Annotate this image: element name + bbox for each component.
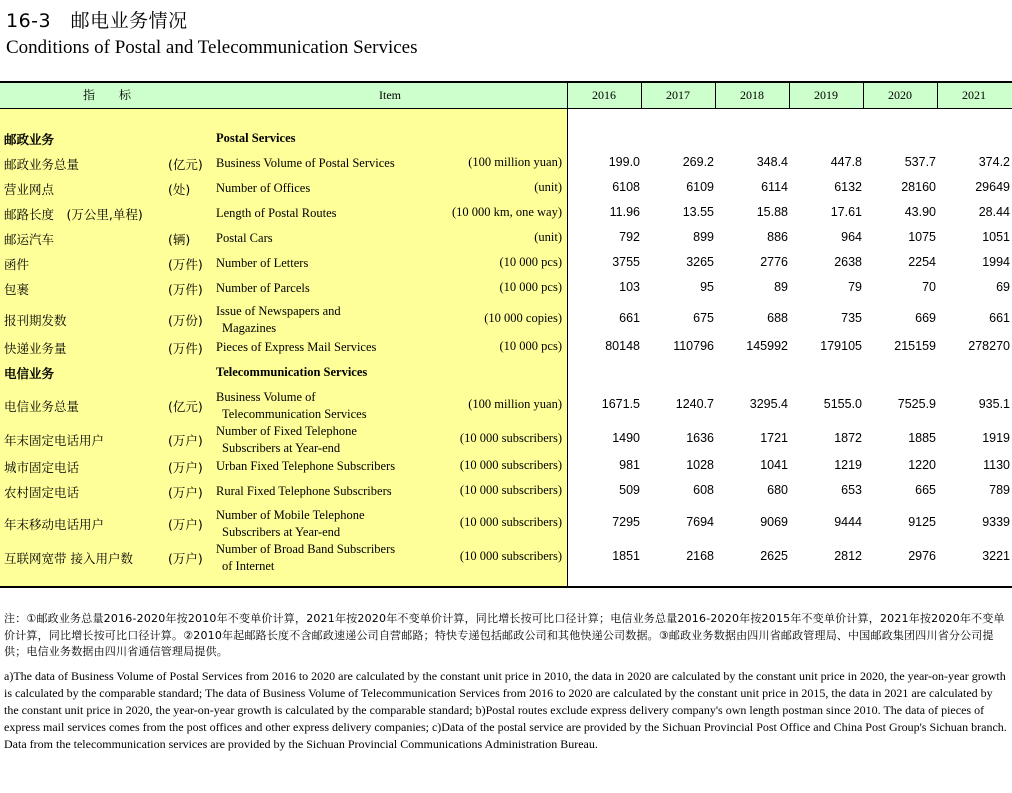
table-row bbox=[0, 482, 1012, 502]
item-en-line: Business Volume of Postal Services bbox=[216, 156, 395, 170]
table-cell: 1885 bbox=[908, 431, 936, 445]
item-en bbox=[216, 364, 367, 381]
table-cell: 537.7 bbox=[904, 155, 936, 169]
note-en: a)The data of Business Volume of Postal Services from 2016 to 2020 are calculated by the constant unit price in 2010, the data in 2020 are calculated by the constant unit price in 2020, the year-on-year growth is calculated by the comparable standard; The data of Business Volume of Telecommunication Services from 2016 to 2020 are calculated by the constant unit price in 2015, the data in 2021 are calculated by the constant unit price in 2020, the year-on-year growth is calculated by the comparable standard; b)Postal routes exclude express delivery company's own length postman since 2010. The data of pieces of express mail services comes from the post offices and other express delivery companies; c)Data of the postal service are provided by the Sichuan Provincial Post Office and China Post Group's Sichuan branch. Data from the telecommunication services are provided by the Sichuan Provincial Communications Administration Bureau. bbox=[4, 669, 1007, 751]
unit-en: (10 000 subscribers) bbox=[459, 483, 562, 497]
item-en bbox=[216, 423, 357, 457]
table-row bbox=[0, 129, 1012, 149]
table-cell: 2776 bbox=[760, 255, 788, 269]
item-en-line: Number of Letters bbox=[216, 256, 309, 270]
unit-en: (10 000 km, one way) bbox=[451, 205, 562, 219]
unit-en: (10 000 subscribers) bbox=[459, 515, 562, 529]
indicator-cn: 包裹 bbox=[4, 282, 30, 297]
indicator-cn: 年末移动电话用户 bbox=[4, 517, 105, 532]
item-en-line: Postal Cars bbox=[216, 231, 273, 245]
table-cell: 2976 bbox=[908, 549, 936, 563]
table-cell: 1041 bbox=[760, 458, 788, 472]
table-cell: 1130 bbox=[983, 458, 1010, 472]
unit-en: (10 000 subscribers) bbox=[459, 458, 562, 472]
unit-cn: (辆) bbox=[168, 232, 191, 247]
table-cell: 661 bbox=[619, 311, 640, 325]
table-row bbox=[0, 457, 1012, 477]
item-en bbox=[216, 155, 395, 172]
unit-cn: (亿元) bbox=[168, 157, 203, 172]
header-year: 2017 bbox=[666, 88, 690, 102]
item-en bbox=[216, 255, 308, 272]
table-cell: 792 bbox=[619, 230, 640, 244]
item-en bbox=[216, 483, 392, 500]
indicator-cn: 函件 bbox=[4, 257, 30, 272]
item-en-line: Telecommunication Services bbox=[222, 407, 367, 421]
table-cell: 145992 bbox=[746, 339, 788, 353]
table-cell: 3221 bbox=[982, 549, 1010, 563]
table-cell: 669 bbox=[915, 311, 936, 325]
table-cell: 665 bbox=[915, 483, 936, 497]
table-cell: 1851 bbox=[612, 549, 640, 563]
unit-cn: (万件) bbox=[168, 257, 203, 272]
table-row bbox=[0, 204, 1012, 224]
table-cell: 688 bbox=[767, 311, 788, 325]
item-en-line: Rural Fixed Telephone Subscribers bbox=[216, 484, 392, 498]
unit-en: (100 million yuan) bbox=[468, 155, 562, 169]
unit-cn: (万件) bbox=[168, 282, 203, 297]
table-row bbox=[0, 179, 1012, 199]
table-cell: 6132 bbox=[834, 180, 862, 194]
table-cell: 1075 bbox=[908, 230, 936, 244]
item-en bbox=[216, 303, 341, 337]
indicator-cn: 互联网宽带 接入用户数 bbox=[4, 551, 133, 566]
item-en-line: Pieces of Express Mail Services bbox=[216, 340, 377, 354]
table-cell: 1240.7 bbox=[675, 397, 714, 411]
unit-cn: (万户) bbox=[168, 433, 203, 448]
table-cell: 886 bbox=[767, 230, 788, 244]
unit-cn: (万户) bbox=[168, 551, 203, 566]
table-cell: 6108 bbox=[612, 180, 640, 194]
table-cell: 735 bbox=[841, 311, 862, 325]
header-indicator: 指 标 bbox=[82, 88, 137, 102]
table-cell: 1490 bbox=[612, 431, 640, 445]
table-row bbox=[0, 389, 1012, 423]
unit-cn: (万户) bbox=[168, 460, 203, 475]
table-cell: 7525.9 bbox=[897, 397, 936, 411]
table-cell: 103 bbox=[619, 280, 640, 294]
table-cell: 80148 bbox=[605, 339, 640, 353]
table-cell: 9339 bbox=[982, 515, 1010, 529]
table-cell: 661 bbox=[989, 311, 1010, 325]
table-cell: 608 bbox=[693, 483, 714, 497]
table-row bbox=[0, 363, 1012, 383]
table-cell: 15.88 bbox=[756, 205, 788, 219]
unit-en: (10 000 pcs) bbox=[499, 339, 562, 353]
indicator-cn: 邮路长度 (万公里,单程) bbox=[4, 207, 143, 222]
table-cell: 447.8 bbox=[830, 155, 862, 169]
table-cell: 899 bbox=[693, 230, 714, 244]
indicator-cn: 农村固定电话 bbox=[4, 485, 80, 500]
indicator-cn: 城市固定电话 bbox=[4, 460, 80, 475]
unit-cn: (亿元) bbox=[168, 399, 203, 414]
item-en bbox=[216, 205, 336, 222]
item-en bbox=[216, 541, 395, 575]
table-cell: 1220 bbox=[908, 458, 936, 472]
unit-en: (10 000 pcs) bbox=[499, 255, 562, 269]
unit-en: (10 000 subscribers) bbox=[459, 431, 562, 445]
table-cell: 7694 bbox=[686, 515, 714, 529]
table-cell: 269.2 bbox=[682, 155, 714, 169]
table-cell: 981 bbox=[619, 458, 640, 472]
table-cell: 9069 bbox=[760, 515, 788, 529]
table-cell: 2638 bbox=[834, 255, 862, 269]
header-year: 2021 bbox=[962, 88, 986, 102]
table-cell: 675 bbox=[693, 311, 714, 325]
table-cell: 653 bbox=[841, 483, 862, 497]
table-row bbox=[0, 507, 1012, 541]
table-cell: 509 bbox=[619, 483, 640, 497]
table-cell: 680 bbox=[767, 483, 788, 497]
unit-cn: (万件) bbox=[168, 341, 203, 356]
item-en-line: Business Volume of bbox=[216, 390, 316, 404]
table-cell: 11.96 bbox=[609, 205, 640, 219]
table-cell: 964 bbox=[841, 230, 862, 244]
table-cell: 17.61 bbox=[830, 205, 862, 219]
table-cell: 215159 bbox=[894, 339, 936, 353]
table-cell: 1994 bbox=[982, 255, 1010, 269]
item-en-line: Telecommunication Services bbox=[216, 365, 368, 379]
table-cell: 95 bbox=[700, 280, 714, 294]
table-row bbox=[0, 254, 1012, 274]
table-cell: 43.90 bbox=[904, 205, 936, 219]
item-en-line: Number of Offices bbox=[216, 181, 311, 195]
item-en bbox=[216, 230, 273, 247]
item-en bbox=[216, 180, 310, 197]
table-cell: 89 bbox=[774, 280, 788, 294]
table-bottom-rule bbox=[0, 586, 1012, 588]
unit-en: (10 000 subscribers) bbox=[459, 549, 562, 563]
table-cell: 1872 bbox=[834, 431, 862, 445]
table-cell: 9444 bbox=[834, 515, 862, 529]
unit-en: (10 000 pcs) bbox=[499, 280, 562, 294]
table-row bbox=[0, 541, 1012, 575]
item-en-line: Number of Fixed Telephone bbox=[216, 424, 357, 438]
table-cell: 374.2 bbox=[978, 155, 1010, 169]
item-en-line: Urban Fixed Telephone Subscribers bbox=[216, 459, 396, 473]
item-en-line: Number of Broad Band Subscribers bbox=[216, 542, 396, 556]
table-cell: 278270 bbox=[968, 339, 1010, 353]
table-row bbox=[0, 229, 1012, 249]
table-cell: 2254 bbox=[908, 255, 936, 269]
table-cell: 70 bbox=[922, 280, 936, 294]
table-cell: 789 bbox=[989, 483, 1010, 497]
table-cell: 3755 bbox=[612, 255, 640, 269]
table-row bbox=[0, 423, 1012, 457]
table-cell: 13.55 bbox=[682, 205, 714, 219]
item-en bbox=[216, 280, 310, 297]
table-cell: 6109 bbox=[686, 180, 714, 194]
table-row bbox=[0, 303, 1012, 337]
table-cell: 1051 bbox=[982, 230, 1010, 244]
table-cell: 79 bbox=[848, 280, 862, 294]
table-cell: 1671.5 bbox=[601, 397, 640, 411]
header-item: Item bbox=[379, 88, 401, 102]
table-cell: 3295.4 bbox=[749, 397, 788, 411]
unit-cn: (万户) bbox=[168, 485, 203, 500]
indicator-cn: 营业网点 bbox=[4, 182, 55, 197]
table-cell: 1219 bbox=[834, 458, 862, 472]
unit-en: (unit) bbox=[534, 230, 562, 244]
item-en-line: Postal Services bbox=[216, 131, 296, 145]
indicator-cn: 邮政业务总量 bbox=[4, 157, 80, 172]
header-year: 2020 bbox=[888, 88, 912, 102]
table-cell: 2625 bbox=[760, 549, 788, 563]
item-en-line: Subscribers at Year-end bbox=[222, 441, 341, 455]
item-en bbox=[216, 389, 367, 423]
item-en-line: Number of Mobile Telephone bbox=[216, 508, 365, 522]
table-cell: 1919 bbox=[982, 431, 1010, 445]
item-en bbox=[216, 130, 296, 147]
unit-cn: (处) bbox=[168, 182, 191, 197]
note-cn: 注：①邮政业务总量2016-2020年按2010年不变单价计算，2021年按2020年不变单价计算，同比增长按可比口径计算；电信业务总量2016-2020年按2015年不变单价计算，2021年按2020年不变单价计算，同比增长按可比口径计算。②2010年起邮路长度不含邮政速递公司自营邮路；特快专递包括邮政公司和其他快递公司数据。③邮政业务数据由四川省邮政管理局、中国邮政集团四川省分公司提供；电信业务数据由四川省通信管理局提供。 bbox=[4, 612, 1005, 658]
unit-cn: (万户) bbox=[168, 517, 203, 532]
indicator-cn: 年末固定电话用户 bbox=[4, 433, 105, 448]
header-year: 2016 bbox=[592, 88, 616, 102]
item-en-line: Magazines bbox=[222, 321, 277, 335]
indicator-cn: 电信业务 bbox=[4, 366, 55, 381]
table-cell: 9125 bbox=[908, 515, 936, 529]
table-cell: 1721 bbox=[760, 431, 788, 445]
table-title-cn: 16-3 邮电业务情况 bbox=[6, 10, 188, 32]
table-cell: 3265 bbox=[686, 255, 714, 269]
table-cell: 1636 bbox=[686, 431, 714, 445]
table-cell: 179105 bbox=[820, 339, 862, 353]
unit-cn: (万份) bbox=[168, 313, 203, 328]
item-en bbox=[216, 458, 395, 475]
table-cell: 28160 bbox=[901, 180, 936, 194]
table-row bbox=[0, 154, 1012, 174]
table-cell: 5155.0 bbox=[823, 397, 862, 411]
table-row bbox=[0, 338, 1012, 358]
indicator-cn: 邮运汽车 bbox=[4, 232, 55, 247]
header-year: 2018 bbox=[740, 88, 764, 102]
item-en-line: Length of Postal Routes bbox=[216, 206, 337, 220]
table-cell: 6114 bbox=[761, 180, 788, 194]
item-en bbox=[216, 507, 365, 541]
item-en-line: of Internet bbox=[222, 559, 275, 573]
indicator-cn: 电信业务总量 bbox=[4, 399, 80, 414]
table-row bbox=[0, 279, 1012, 299]
unit-en: (unit) bbox=[534, 180, 562, 194]
table-cell: 110796 bbox=[673, 339, 714, 353]
item-en-line: Number of Parcels bbox=[216, 281, 310, 295]
table-cell: 29649 bbox=[975, 180, 1010, 194]
unit-en: (10 000 copies) bbox=[484, 311, 562, 325]
table-cell: 2168 bbox=[686, 549, 714, 563]
indicator-cn: 报刊期发数 bbox=[4, 313, 67, 328]
indicator-cn: 邮政业务 bbox=[4, 132, 55, 147]
unit-en: (100 million yuan) bbox=[468, 397, 562, 411]
table-cell: 2812 bbox=[834, 549, 862, 563]
table-cell: 348.4 bbox=[756, 155, 788, 169]
item-en bbox=[216, 339, 376, 356]
table-cell: 199.0 bbox=[608, 155, 640, 169]
header-year: 2019 bbox=[814, 88, 838, 102]
table-cell: 28.44 bbox=[978, 205, 1010, 219]
table-cell: 1028 bbox=[686, 458, 714, 472]
table-cell: 69 bbox=[996, 280, 1010, 294]
table-cell: 935.1 bbox=[978, 397, 1010, 411]
indicator-cn: 快递业务量 bbox=[4, 341, 67, 356]
table-cell: 7295 bbox=[612, 515, 640, 529]
table-title-en: Conditions of Postal and Telecommunication Services bbox=[6, 37, 418, 58]
item-en-line: Issue of Newspapers and bbox=[216, 304, 341, 318]
item-en-line: Subscribers at Year-end bbox=[222, 525, 341, 539]
